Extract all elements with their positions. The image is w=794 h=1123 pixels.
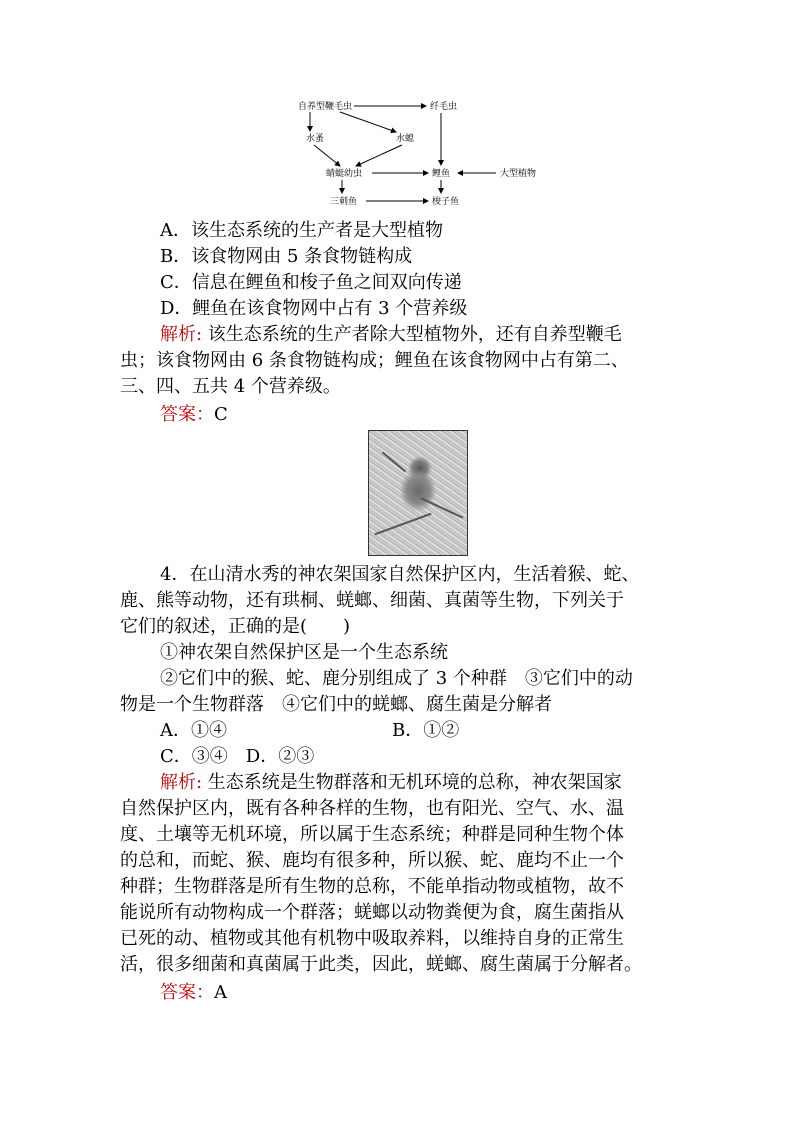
q4-statement-3: 物是一个生物群落 ④它们中的蜣螂、腐生菌是分解者 — [120, 694, 552, 715]
monkey-photo — [368, 430, 468, 556]
q4-option-a: A．①④ — [160, 720, 227, 741]
q4-stem-line-2: 鹿、熊等动物，还有珙桐、蜣螂、细菌、真菌等生物，下列关于 — [120, 590, 624, 611]
q3-option-c: C．信息在鲤鱼和梭子鱼之间双向传递 — [160, 272, 462, 293]
q4-analysis-line-3: 度、土壤等无机环境，所以属于生态系统；种群是同种生物个体 — [120, 824, 624, 845]
q4-analysis-label: 解析: — [160, 772, 203, 793]
node-goby: 梭子鱼 — [432, 197, 460, 207]
arrow-hydra-mayfly — [356, 145, 402, 166]
q3-option-d: D．鲤鱼在该食物网中占有 3 个营养级 — [160, 298, 468, 319]
q4-answer-value: A — [214, 982, 227, 1003]
q3-analysis-text: 该生态系统的生产者除大型植物外，还有自养型鞭毛 — [202, 324, 622, 345]
node-ciliate: 纤毛虫 — [430, 102, 458, 112]
q3-answer — [160, 402, 228, 428]
q3-analysis-line-1 — [160, 322, 622, 348]
q4-analysis-line-4: 的总和，而蛇、猴、鹿均有很多种，所以猴、蛇、鹿均不止一个 — [120, 850, 624, 871]
node-plant: 大型植物 — [500, 169, 537, 179]
node-stickleback: 三刺鱼 — [330, 197, 358, 207]
q4-statement-2: ②它们中的猴、蛇、鹿分别组成了 3 个种群 ③它们中的动 — [160, 668, 633, 689]
q3-answer-label: 答案： — [160, 404, 214, 425]
node-flagellate: 自养型鞭毛虫 — [298, 102, 353, 112]
q4-analysis-line-1 — [160, 770, 622, 796]
q4-analysis-line-5: 种群；生物群落是所有生物的总称，不能单指动物或植物，故不 — [120, 876, 624, 897]
node-carp: 鲤鱼 — [432, 169, 451, 179]
node-hydra: 水螅 — [396, 134, 415, 144]
q4-answer-label: 答案： — [160, 982, 214, 1003]
q4-stem-line-1: 4．在山清水秀的神农架国家自然保护区内，生活着猴、蛇、 — [160, 564, 640, 585]
q3-answer-value: C — [214, 404, 228, 425]
q4-analysis-line-7: 已死的动、植物或其他有机物中吸取养料，以维持自身的正常生 — [120, 928, 624, 949]
q4-answer — [160, 980, 227, 1006]
q3-analysis-line-3: 三、四、五共 4 个营养级。 — [120, 376, 341, 397]
q3-analysis-label: 解析: — [160, 324, 203, 345]
q4-option-b: B．①② — [392, 720, 460, 741]
q3-option-a: A．该生态系统的生产者是大型植物 — [160, 220, 443, 241]
q4-statement-1: ①神农架自然保护区是一个生态系统 — [160, 642, 448, 663]
node-mayfly: 蜻蜓幼虫 — [326, 169, 363, 179]
q4-stem-line-3: 它们的叙述，正确的是( ) — [120, 616, 351, 637]
q4-analysis-line-6: 能说所有动物构成一个群落；蜣螂以动物粪便为食，腐生菌指从 — [120, 902, 624, 923]
arrow-daphnia-mayfly — [314, 145, 340, 166]
q4-option-cd: C．③④ D．②③ — [160, 746, 315, 767]
node-daphnia: 水蚤 — [306, 134, 325, 144]
arrow-flagellate-hydra — [340, 112, 396, 132]
q4-analysis-line-2: 自然保护区内，既有各种各样的生物，也有阳光、空气、水、温 — [120, 798, 624, 819]
q4-analysis-line-8: 活，很多细菌和真菌属于此类，因此，蜣螂、腐生菌属于分解者。 — [120, 954, 642, 975]
q4-analysis-text: 生态系统是生物群落和无机环境的总称，神农架国家 — [202, 772, 622, 793]
q3-option-b: B．该食物网由 5 条食物链构成 — [160, 246, 413, 267]
q3-analysis-line-2: 虫；该食物网由 6 条食物链构成；鲤鱼在该食物网中占有第二、 — [120, 350, 629, 371]
